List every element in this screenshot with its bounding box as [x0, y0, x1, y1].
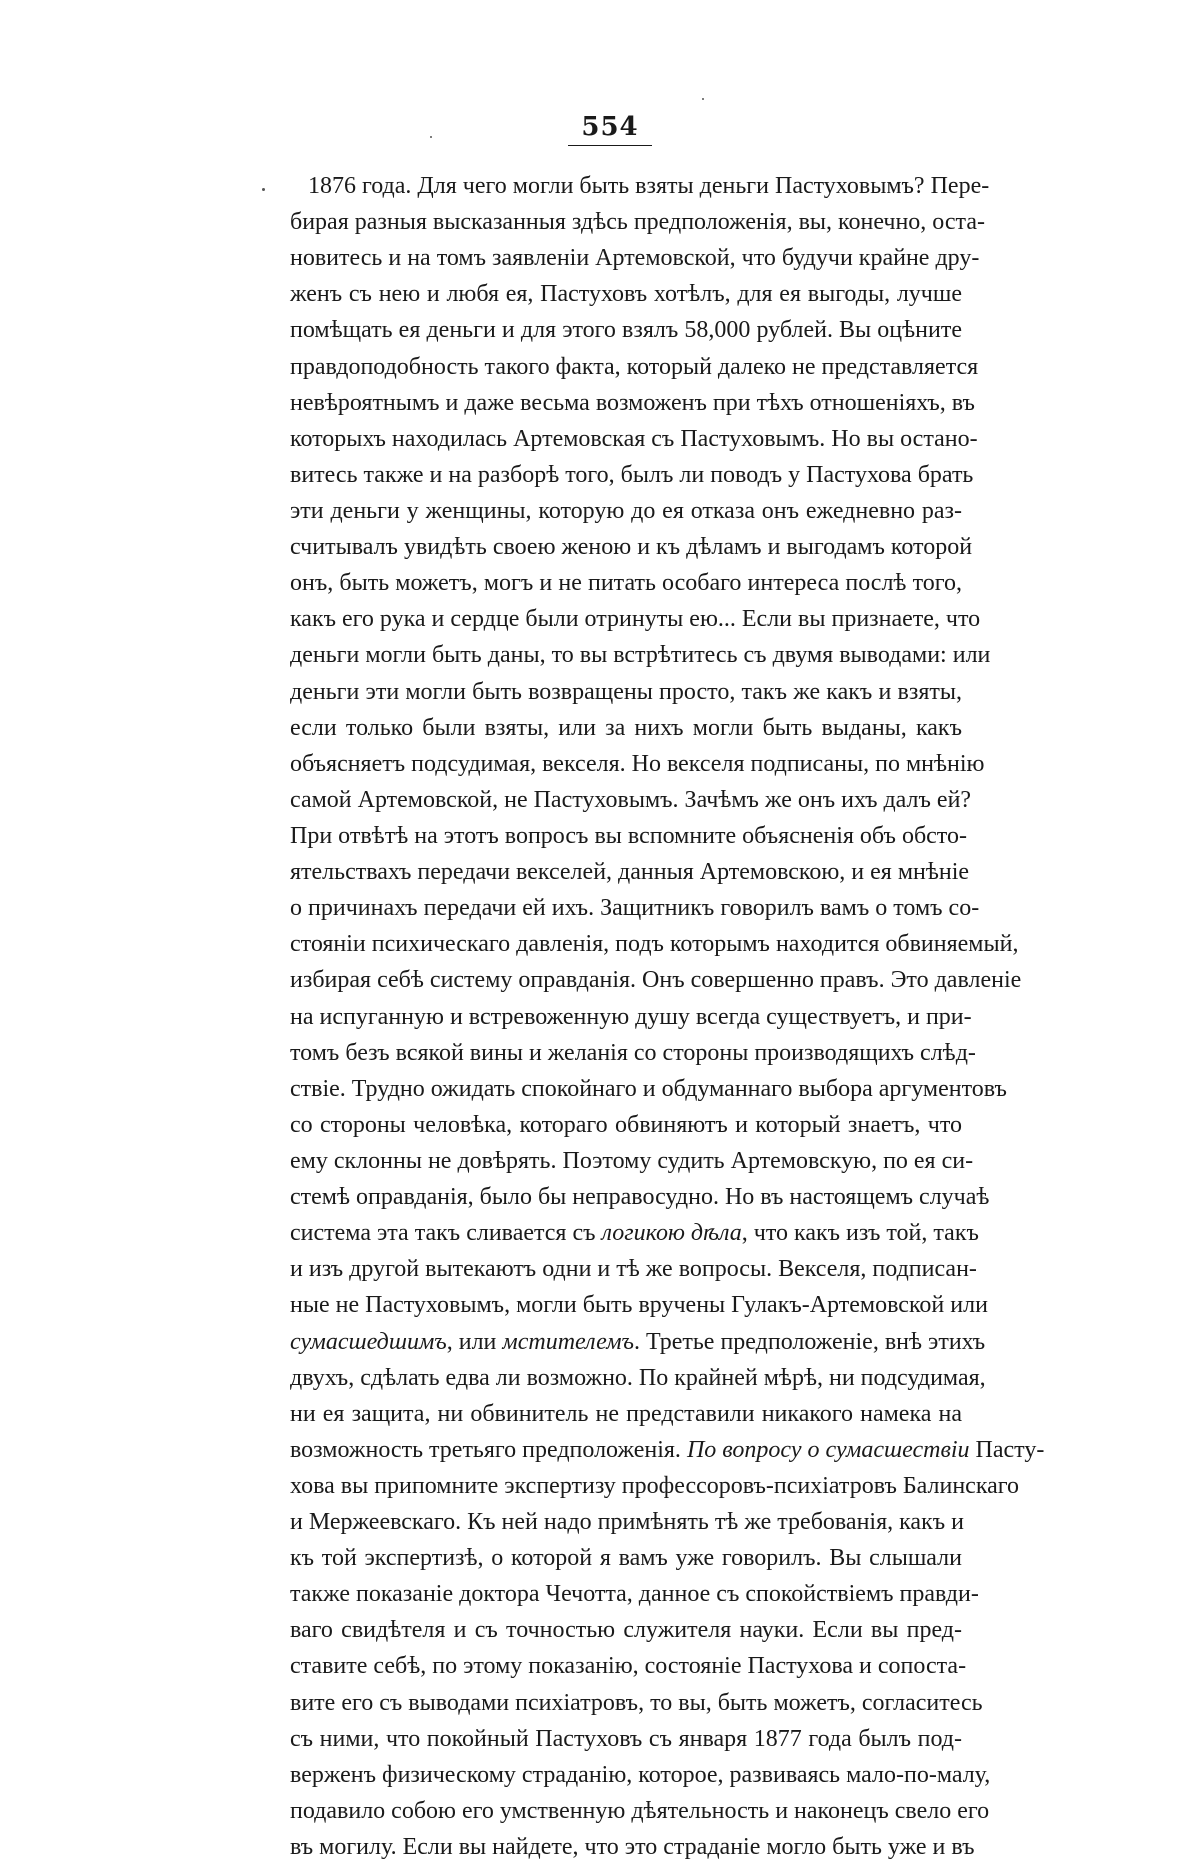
text-line	[290, 1360, 986, 1396]
text-line	[290, 421, 978, 457]
text-run: ставите себѣ, по этому показанію, состояніе Пастухова и сопоста-	[290, 1653, 967, 1680]
text-line	[290, 1432, 1045, 1468]
text-line	[290, 565, 962, 601]
text-line	[290, 1324, 986, 1360]
text-run: 1876 года. Для чего могли быть взяты деньги Пастуховымъ? Пере-	[308, 173, 990, 199]
text-line	[290, 1612, 962, 1648]
text-run: , что какъ изъ той, такъ	[741, 1220, 979, 1247]
text-line	[290, 1035, 976, 1071]
text-run: хова вы припомните экспертизу профессоровъ-психіатровъ Балинскаго	[290, 1472, 1020, 1499]
text-run: о причинахъ передачи ей ихъ. Защитникъ говорилъ вамъ о томъ со-	[290, 895, 980, 922]
text-line	[290, 601, 981, 637]
text-line	[290, 168, 990, 204]
text-line	[290, 1504, 962, 1540]
text-run: деньги могли быть даны, то вы встрѣтитесь съ двумя выводами: или	[290, 642, 991, 669]
text-run: бирая разныя высказанныя здѣсь предположенія, вы, конечно, оста-	[290, 209, 985, 236]
margin-speck	[702, 98, 704, 100]
text-line	[290, 349, 979, 385]
text-line	[290, 1829, 975, 1865]
page-number-underline	[568, 145, 652, 146]
text-line	[290, 1179, 990, 1215]
text-run: ваго свидѣтеля и съ точностью служителя науки. Если вы пред-	[290, 1617, 962, 1644]
text-run: женъ съ нею и любя ея, Пастуховъ хотѣлъ, для ея выгоды, лучше	[290, 281, 962, 308]
body-text	[290, 168, 1045, 1865]
text-run: также показаніе доктора Чечотта, данное съ спокойствіемъ правди-	[290, 1581, 979, 1608]
text-line	[290, 999, 972, 1035]
text-line	[290, 1468, 1020, 1504]
text-run: ни ея защита, ни обвинитель не представили никакого намека на	[290, 1400, 962, 1427]
text-run: эти деньги у женщины, которую до ея отказа онъ ежедневно раз-	[290, 497, 962, 524]
text-line	[290, 818, 967, 854]
italic-phrase: сумасшедшимъ	[290, 1328, 447, 1355]
text-line	[290, 1793, 990, 1829]
text-run: къ той экспертизѣ, о которой я вамъ уже говорилъ. Вы слышали	[290, 1545, 962, 1572]
text-line	[290, 204, 985, 240]
text-line	[290, 1215, 979, 1251]
text-line	[290, 890, 980, 926]
text-line	[290, 746, 985, 782]
text-line	[290, 1107, 962, 1143]
text-line	[290, 1071, 1007, 1107]
text-run: невѣроятнымъ и даже весьма возможенъ при тѣхъ отношеніяхъ, въ	[290, 389, 975, 416]
text-run: и изъ другой вытекаютъ одни и тѣ же вопросы. Векселя, подписан-	[290, 1256, 977, 1283]
text-line	[290, 926, 1019, 962]
text-run: если только были взяты, или за нихъ могли быть выданы, какъ	[290, 714, 962, 741]
text-run: объясняетъ подсудимая, векселя. Но векселя подписаны, по мнѣнію	[290, 750, 985, 777]
text-run: стояніи психическаго давленія, подъ которымъ находится обвиняемый,	[290, 931, 1019, 958]
italic-phrase: мстителемъ	[502, 1328, 634, 1355]
text-run: онъ, быть можетъ, могъ и не питать особаго интереса послѣ того,	[290, 570, 962, 597]
text-run: томъ безъ всякой вины и желанія со стороны производящихъ слѣд-	[290, 1039, 976, 1066]
text-run: ные не Пастуховымъ, могли быть вручены Гулакъ-Артемовской или	[290, 1292, 988, 1319]
text-line	[290, 710, 962, 746]
text-line	[290, 457, 974, 493]
margin-speck	[430, 136, 432, 138]
text-run: , или	[446, 1328, 503, 1355]
page-number: 554	[581, 112, 639, 142]
text-run: въ могилу. Если вы найдете, что это страданіе могло быть уже и въ	[290, 1834, 975, 1861]
text-run: какъ его рука и сердце были отринуты ею... Если вы признаете, что	[290, 606, 981, 633]
text-run: съ ними, что покойный Пастуховъ съ января 1877 года былъ под-	[290, 1725, 962, 1752]
text-line	[290, 637, 991, 673]
text-run: При отвѣтѣ на этотъ вопросъ вы вспомните объясненія объ обсто-	[290, 822, 967, 849]
text-run: верженъ физическому страданію, которое, развиваясь мало-по-малу,	[290, 1761, 991, 1788]
text-line	[290, 782, 972, 818]
text-run: ствіе. Трудно ожидать спокойнаго и обдуманнаго выбора аргументовъ	[290, 1075, 1007, 1102]
text-line	[290, 493, 962, 529]
text-line	[290, 962, 1022, 998]
text-line	[290, 1576, 979, 1612]
text-line	[290, 240, 980, 276]
italic-phrase: логикою дѣла	[601, 1220, 742, 1247]
text-line	[290, 1757, 991, 1793]
text-line	[290, 674, 962, 710]
text-run: считывалъ увидѣть своею женою и къ дѣламъ и выгодамъ которой	[290, 534, 973, 561]
text-run: . Третье предположеніе, внѣ этихъ	[633, 1328, 986, 1355]
text-run: которыхъ находилась Артемовская съ Пастуховымъ. Но вы остано-	[290, 425, 978, 452]
text-run: витесь также и на разборѣ того, былъ ли поводъ у Пастухова брать	[290, 461, 974, 488]
text-line	[290, 1721, 962, 1757]
text-line	[290, 276, 962, 312]
text-line	[290, 1251, 977, 1287]
text-run: правдоподобность такого факта, который далеко не представляется	[290, 353, 979, 380]
text-run: деньги эти могли быть возвращены просто, такъ же какъ и взяты,	[290, 678, 962, 705]
text-line	[290, 312, 962, 348]
italic-phrase: По вопросу о сумасшествіи	[686, 1436, 970, 1463]
text-line	[290, 385, 975, 421]
text-run: подавило собою его умственную дѣятельность и наконецъ свело его	[290, 1797, 990, 1824]
text-run: со стороны человѣка, котораго обвиняютъ и который знаетъ, что	[290, 1111, 962, 1138]
text-line	[290, 854, 970, 890]
text-run: ему склонны не довѣрять. Поэтому судить Артемовскую, по ея си-	[290, 1147, 974, 1174]
text-line	[290, 529, 973, 565]
text-run: и Мержеевскаго. Къ ней надо примѣнять тѣ же требованія, какъ и	[290, 1509, 964, 1536]
text-run: стемѣ оправданія, было бы неправосудно. Но въ настоящемъ случаѣ	[290, 1184, 990, 1211]
text-run: на испуганную и встревоженную душу всегда существуетъ, и при-	[290, 1003, 972, 1030]
text-line	[290, 1396, 962, 1432]
margin-speck	[262, 188, 265, 191]
text-line	[290, 1685, 983, 1721]
text-run: самой Артемовской, не Пастуховымъ. Зачѣмъ же онъ ихъ далъ ей?	[290, 786, 972, 813]
text-run: возможность третьяго предположенія.	[290, 1436, 687, 1463]
text-run: помѣщать ея деньги и для этого взялъ 58,000 рублей. Вы оцѣните	[290, 317, 962, 344]
text-run: избирая себѣ систему оправданія. Онъ совершенно правъ. Это давленіе	[290, 967, 1022, 994]
text-run: система эта такъ сливается съ	[290, 1220, 602, 1247]
text-line	[290, 1648, 967, 1684]
text-line	[290, 1287, 988, 1323]
text-run: двухъ, сдѣлать едва ли возможно. По крайней мѣрѣ, ни подсудимая,	[290, 1364, 986, 1391]
text-run: новитесь и на томъ заявленіи Артемовской, что будучи крайне дру-	[290, 245, 980, 272]
text-line	[290, 1540, 962, 1576]
text-run: вите его съ выводами психіатровъ, то вы, быть можетъ, согласитесь	[290, 1689, 983, 1716]
text-run: Пасту-	[969, 1436, 1045, 1463]
text-run: ятельствахъ передачи векселей, данныя Артемовскою, и ея мнѣніе	[290, 859, 970, 886]
text-line	[290, 1143, 974, 1179]
